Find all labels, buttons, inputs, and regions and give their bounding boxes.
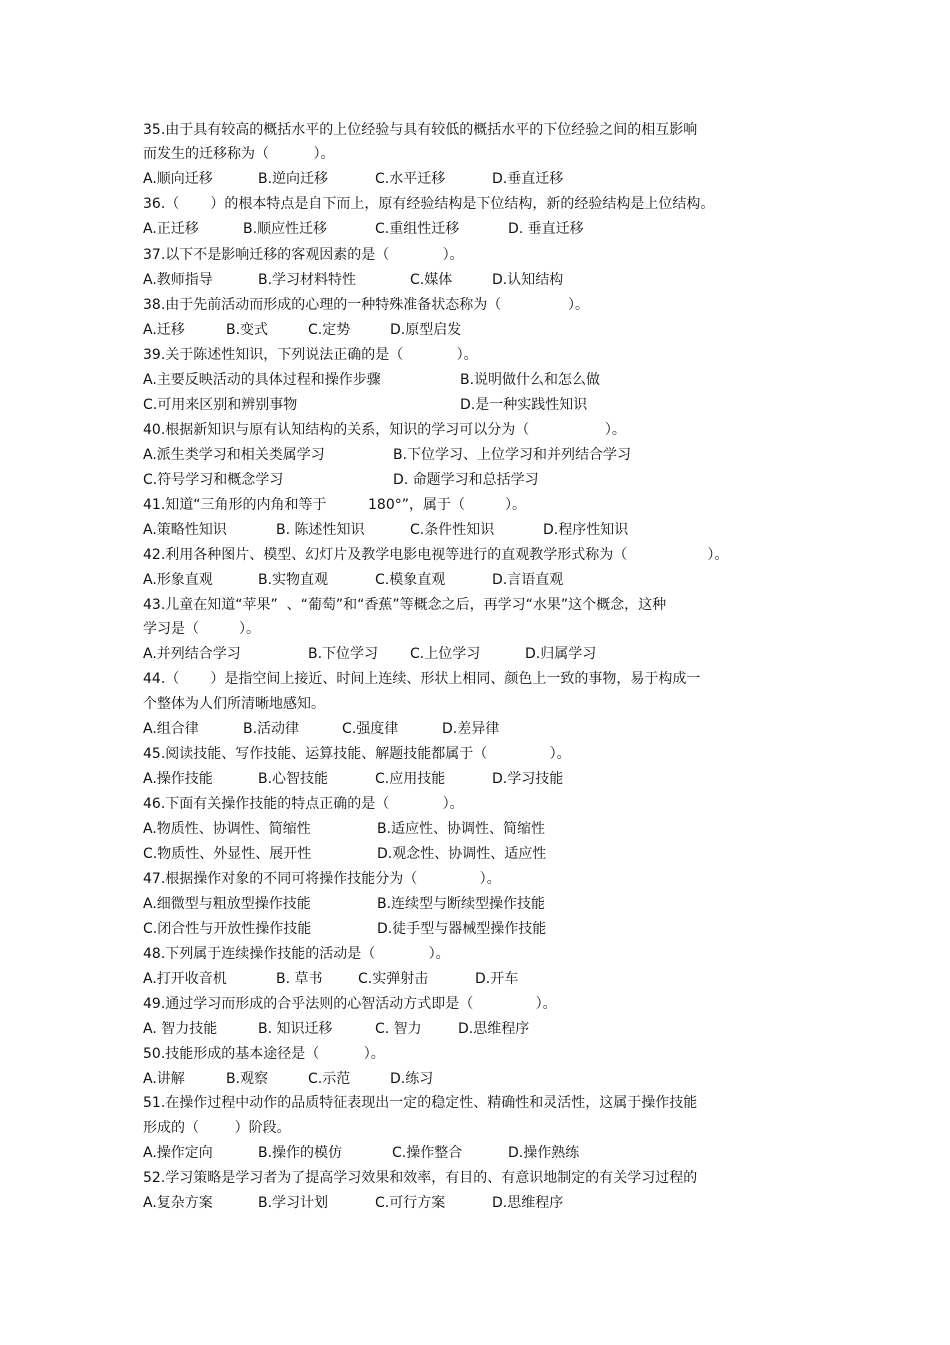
text-segment: 而发生的迁移称为（ ）。 [143, 146, 335, 162]
answer-option: C.可用来区别和辨别事物 [143, 397, 298, 413]
answer-option: D.观念性、协调性、适应性 [377, 846, 547, 862]
answer-option: B.连续型与断续型操作技能 [377, 896, 546, 912]
answer-option: B. 知识迁移 [258, 1021, 333, 1037]
answer-option: C. 智力 [375, 1021, 422, 1037]
answer-option: B.下位学习 [308, 646, 379, 662]
answer-option: B.实物直观 [258, 572, 329, 588]
answer-option: A.操作定向 [143, 1145, 213, 1161]
text-segment: 40.根据新知识与原有认知结构的关系，知识的学习可以分为（ ）。 [143, 422, 626, 438]
answer-option: A.策略性知识 [143, 522, 227, 538]
answer-option: D.言语直观 [492, 572, 564, 588]
answer-option: A.操作技能 [143, 771, 213, 787]
answer-option: C.物质性、外显性、展开性 [143, 846, 312, 862]
answer-option: D.原型启发 [390, 322, 462, 338]
answer-option: A.教师指导 [143, 272, 213, 288]
text-segment: 48.下列属于连续操作技能的活动是（ ）。 [143, 946, 450, 962]
answer-option: C.上位学习 [410, 646, 481, 662]
text-segment: 47.根据操作对象的不同可将操作技能分为（ ）。 [143, 871, 501, 887]
answer-option: A.派生类学习和相关类属学习 [143, 447, 325, 463]
answer-option: B.学习计划 [258, 1195, 329, 1211]
text-segment: 38.由于先前活动而形成的心理的一种特殊准备状态称为（ ）。 [143, 297, 590, 313]
text-segment: 44.（ ）是指空间上接近、时间上连续、形状上相同、颜色上一致的事物，易于构成一 [143, 671, 701, 687]
answer-option: D.程序性知识 [543, 522, 629, 538]
answer-option: D.思维程序 [492, 1195, 564, 1211]
answer-option: B.逆向迁移 [258, 171, 329, 187]
answer-option: B.观察 [226, 1071, 269, 1087]
answer-option: B. 草书 [276, 971, 323, 987]
text-segment: 51.在操作过程中动作的品质特征表现出一定的稳定性、精确性和灵活性，这属于操作技能 [143, 1095, 698, 1111]
answer-option: C.实弹射击 [358, 971, 429, 987]
answer-option: C.示范 [308, 1071, 351, 1087]
text-segment: 学习是（ ）。 [143, 621, 261, 637]
answer-option: A.复杂方案 [143, 1195, 213, 1211]
text-segment: 37.以下不是影响迁移的客观因素的是（ ）。 [143, 247, 464, 263]
text-segment: 45.阅读技能、写作技能、运算技能、解题技能都属于（ ）。 [143, 746, 571, 762]
answer-option: B.下位学习、上位学习和并列结合学习 [393, 447, 632, 463]
text-segment: 180°”，属于（ ）。 [368, 497, 527, 513]
text-segment: 35.由于具有较高的概括水平的上位经验与具有较低的概括水平的下位经验之间的相互影响 [143, 122, 698, 138]
answer-option: C.媒体 [410, 272, 453, 288]
answer-option: D. 垂直迁移 [508, 221, 584, 237]
answer-option: B.适应性、协调性、简缩性 [377, 821, 546, 837]
answer-option: A.形象直观 [143, 572, 213, 588]
answer-option: C.闭合性与开放性操作技能 [143, 921, 312, 937]
answer-option: D.是一种实践性知识 [460, 397, 588, 413]
answer-option: A.主要反映活动的具体过程和操作步骤 [143, 372, 381, 388]
text-segment: 50.技能形成的基本途径是（ ）。 [143, 1046, 385, 1062]
answer-option: A.并列结合学习 [143, 646, 241, 662]
answer-option: C.水平迁移 [375, 171, 446, 187]
answer-option: C.应用技能 [375, 771, 446, 787]
answer-option: B.变式 [226, 322, 269, 338]
text-segment: 形成的（ ）阶段。 [143, 1120, 291, 1136]
answer-option: C.条件性知识 [410, 522, 495, 538]
answer-option: D.练习 [390, 1071, 434, 1087]
answer-option: B.操作的模仿 [258, 1145, 343, 1161]
answer-option: B.心智技能 [258, 771, 329, 787]
answer-option: A.迁移 [143, 322, 185, 338]
answer-option: D.思维程序 [458, 1021, 530, 1037]
answer-option: D.徒手型与器械型操作技能 [377, 921, 547, 937]
text-segment: 46.下面有关操作技能的特点正确的是（ ）。 [143, 796, 464, 812]
answer-option: B. 陈述性知识 [276, 522, 365, 538]
text-segment: 42.利用各种图片、模型、幻灯片及教学电影电视等进行的直观教学形式称为（ ）。 [143, 547, 729, 563]
answer-option: A.细微型与粗放型操作技能 [143, 896, 311, 912]
text-segment: 个整体为人们所清晰地感知。 [143, 696, 325, 712]
answer-option: A.物质性、协调性、简缩性 [143, 821, 311, 837]
answer-option: A.组合律 [143, 721, 199, 737]
answer-option: A.打开收音机 [143, 971, 227, 987]
answer-option: C.强度律 [342, 721, 399, 737]
answer-option: C.定势 [308, 322, 351, 338]
answer-option: A.正迁移 [143, 221, 199, 237]
answer-option: D.学习技能 [492, 771, 564, 787]
text-segment: 36.（ ）的根本特点是自下而上，原有经验结构是下位结构，新的经验结构是上位结构。 [143, 196, 715, 212]
answer-option: C.可行方案 [375, 1195, 446, 1211]
answer-option: A.顺向迁移 [143, 171, 213, 187]
answer-option: A. 智力技能 [143, 1021, 218, 1037]
answer-option: C.符号学习和概念学习 [143, 472, 284, 488]
answer-option: D.垂直迁移 [492, 171, 564, 187]
text-segment: 41.知道“三角形的内角和等于 [143, 497, 327, 513]
answer-option: D. 命题学习和总括学习 [393, 472, 539, 488]
answer-option: C.操作整合 [392, 1145, 463, 1161]
answer-option: D.开车 [475, 971, 519, 987]
answer-option: C.模象直观 [375, 572, 446, 588]
answer-option: D.认知结构 [492, 272, 564, 288]
answer-option: C.重组性迁移 [375, 221, 460, 237]
answer-option: B.活动律 [243, 721, 300, 737]
answer-option: B.顺应性迁移 [243, 221, 328, 237]
text-segment: 43.儿童在知道“苹果” 、“葡萄”和“香蕉”等概念之后，再学习“水果”这个概念，这种 [143, 597, 667, 613]
text-segment: 49.通过学习而形成的合乎法则的心智活动方式即是（ ）。 [143, 996, 557, 1012]
answer-option: B.学习材料特性 [258, 272, 357, 288]
text-segment: 52.学习策略是学习者为了提高学习效果和效率，有目的、有意识地制定的有关学习过程的 [143, 1170, 698, 1186]
answer-option: B.说明做什么和怎么做 [460, 372, 601, 388]
answer-option: A.讲解 [143, 1071, 185, 1087]
text-segment: 39.关于陈述性知识，下列说法正确的是（ ）。 [143, 347, 478, 363]
answer-option: D.归属学习 [525, 646, 597, 662]
answer-option: D.操作熟练 [508, 1145, 580, 1161]
answer-option: D.差异律 [442, 721, 500, 737]
